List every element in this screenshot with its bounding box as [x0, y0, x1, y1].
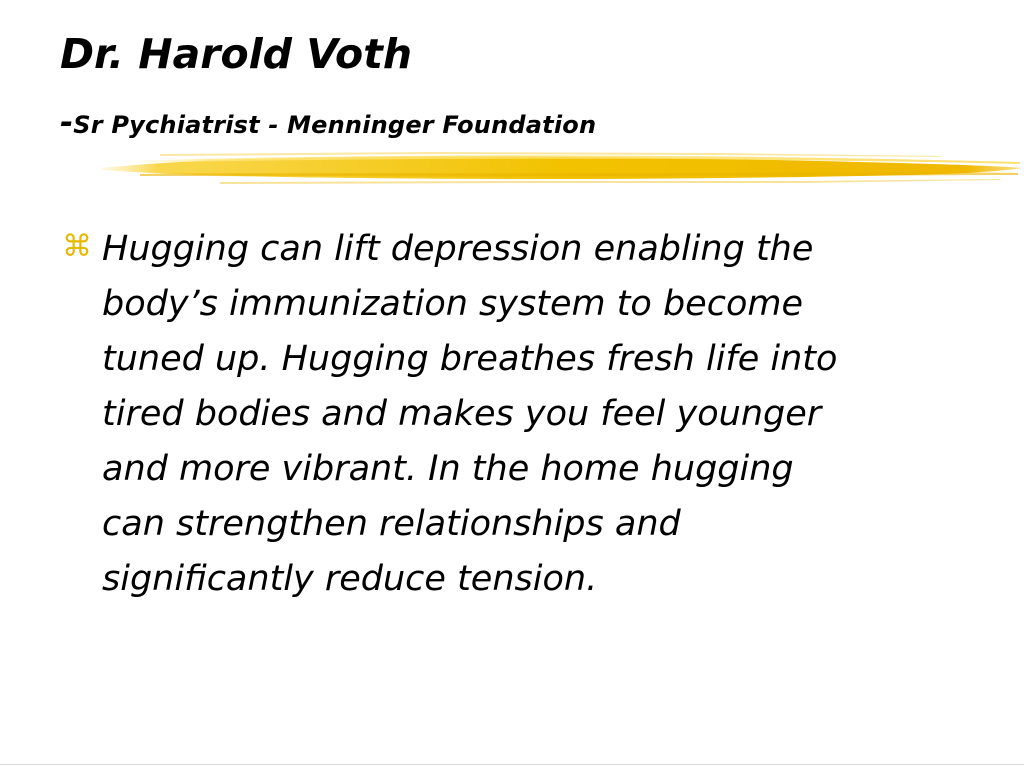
subtitle-line	[60, 104, 596, 143]
slide-title: Dr. Harold Voth	[60, 30, 413, 78]
bottom-divider	[0, 764, 1024, 765]
slide-subtitle: Sr Pychiatrist - Menninger Foundation	[73, 111, 597, 139]
command-key-icon: ⌘	[62, 229, 92, 264]
bullet-text: Hugging can lift depression enabling the body’s immunization system to become tuned up. Hugging breathes fresh life into tired bodies and makes you feel younger and more vibrant. In the home hugging can strengthen relationships and significantly reduce tension.	[102, 229, 838, 599]
yellow-brush-stroke-divider	[100, 148, 1024, 188]
subtitle-dash: -	[60, 103, 74, 141]
